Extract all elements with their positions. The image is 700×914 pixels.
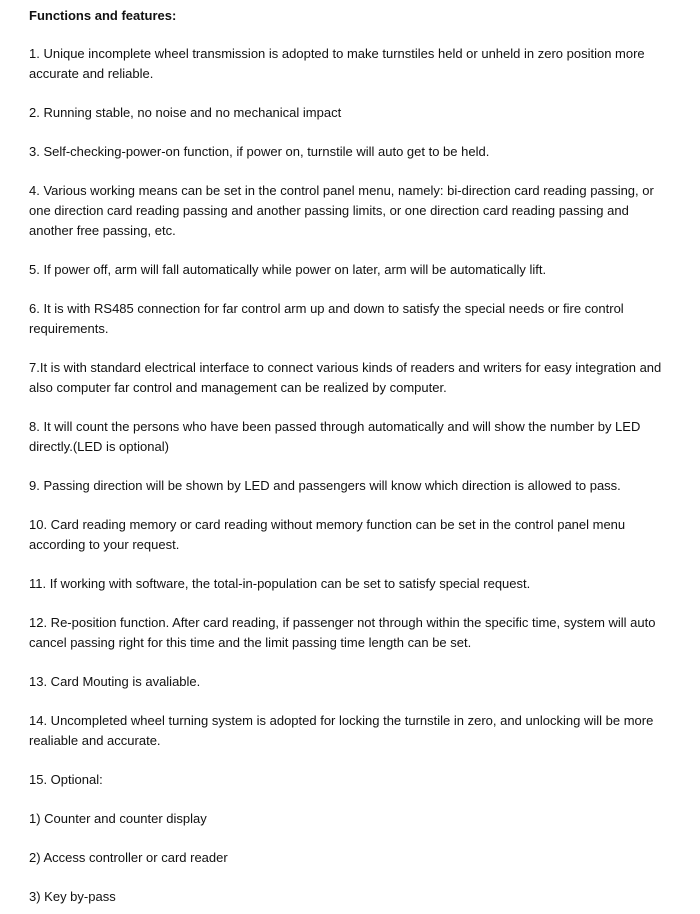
feature-item-8: 8. It will count the persons who have been passed through automatically and will show the number by LED directly.(LED is optional) bbox=[29, 419, 641, 454]
feature-item-9: 9. Passing direction will be shown by LED and passengers will know which direction is allowed to pass. bbox=[29, 478, 621, 493]
optional-item-2: 2) Access controller or card reader bbox=[29, 850, 228, 865]
feature-item-3: 3. Self-checking-power-on function, if power on, turnstile will auto get to be held. bbox=[29, 144, 490, 159]
feature-item-6: 6. It is with RS485 connection for far control arm up and down to satisfy the special needs or fire control requirements. bbox=[29, 301, 624, 336]
feature-item-11: 11. If working with software, the total-in-population can be set to satisfy special request. bbox=[29, 576, 531, 591]
feature-item-1: 1. Unique incomplete wheel transmission is adopted to make turnstiles held or unheld in zero position more accurate and reliable. bbox=[29, 46, 645, 81]
feature-item-2: 2. Running stable, no noise and no mechanical impact bbox=[29, 105, 342, 120]
optional-item-1: 1) Counter and counter display bbox=[29, 811, 207, 826]
feature-item-14: 14. Uncompleted wheel turning system is adopted for locking the turnstile in zero, and unlocking will be more realiable and accurate. bbox=[29, 713, 654, 748]
feature-item-15: 15. Optional: bbox=[29, 772, 103, 787]
feature-item-5: 5. If power off, arm will fall automatically while power on later, arm will be automatically lift. bbox=[29, 262, 547, 277]
feature-item-4: 4. Various working means can be set in the control panel menu, namely: bi-direction card reading passing, or one direction card reading passing and another passing limits, or one direction card reading passing and another free passing, etc. bbox=[29, 183, 654, 238]
section-heading: Functions and features: bbox=[29, 8, 177, 23]
feature-item-7: 7.It is with standard electrical interface to connect various kinds of readers and writers for easy integration and also computer far control and management can be realized by computer. bbox=[29, 360, 662, 395]
optional-item-3: 3) Key by-pass bbox=[29, 889, 116, 904]
feature-item-10: 10. Card reading memory or card reading without memory function can be set in the control panel menu according to your request. bbox=[29, 517, 626, 552]
feature-item-12: 12. Re-position function. After card reading, if passenger not through within the specific time, system will auto cancel passing right for this time and the limit passing time length can be set. bbox=[29, 615, 656, 650]
feature-item-13: 13. Card Mouting is avaliable. bbox=[29, 674, 201, 689]
